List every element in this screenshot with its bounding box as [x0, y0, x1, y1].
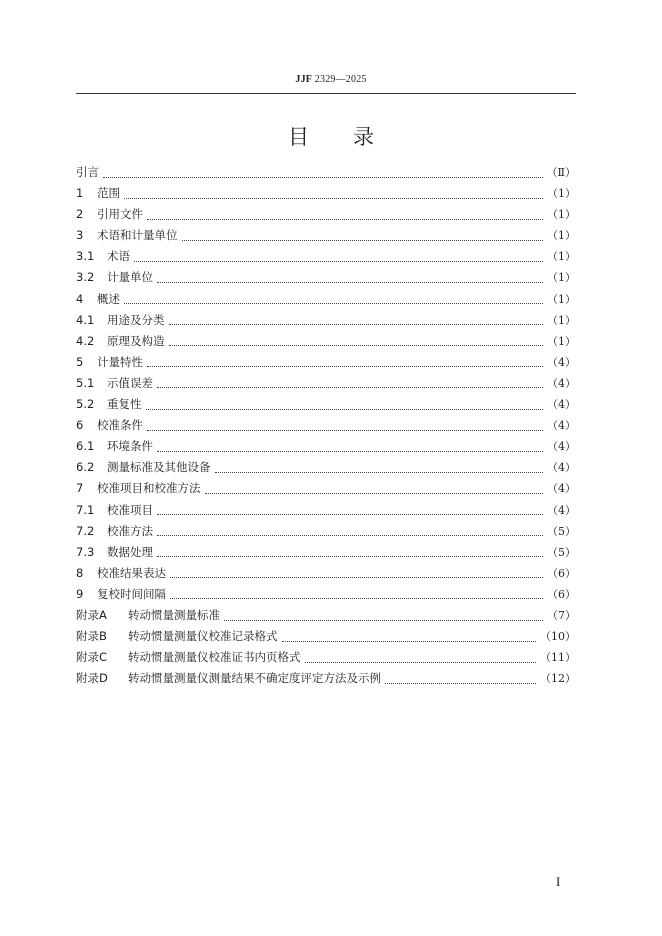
- toc-entry-page: （1）: [547, 292, 576, 306]
- toc-entry-page: （Ⅱ）: [546, 166, 576, 179]
- toc-entry[interactable]: [76, 502, 576, 523]
- toc-leader-dots: [157, 445, 543, 453]
- toc-entry-page: （4）: [547, 398, 576, 412]
- toc-entry-number: 附录C: [76, 650, 108, 665]
- toc-entry-number: 2: [76, 207, 84, 222]
- toc-leader-dots: [146, 403, 544, 411]
- toc-leader-dots: [147, 424, 543, 432]
- toc-entry-page: （1）: [547, 229, 576, 243]
- standard-prefix: JJF: [295, 74, 313, 85]
- toc-entry[interactable]: [76, 312, 576, 333]
- toc-entry-title: 引用文件: [97, 207, 143, 222]
- toc-entry-page: （1）: [547, 271, 576, 285]
- toc-leader-dots: [205, 487, 544, 495]
- toc-entry-title: 概述: [97, 291, 120, 306]
- toc-leader-dots: [157, 550, 543, 558]
- toc-entry-page: （4）: [547, 355, 576, 369]
- toc-entry-page: （4）: [547, 440, 576, 454]
- toc-entry-title: 示值误差: [107, 375, 153, 390]
- toc-entry[interactable]: [76, 269, 576, 290]
- toc-entry-title: 校准结果表达: [97, 565, 166, 580]
- toc-entry-number: 7.2: [76, 523, 95, 538]
- toc-entry[interactable]: [76, 607, 576, 628]
- toc-entry-page: （4）: [547, 503, 576, 517]
- toc-entry-title: 转动惯量测量仪校准证书内页格式: [128, 650, 301, 665]
- toc-leader-dots: [170, 571, 543, 579]
- toc-entry-page: （1）: [547, 313, 576, 327]
- toc-entry-page: （12）: [540, 672, 576, 686]
- toc-entry-page: （7）: [547, 608, 576, 622]
- toc-entry-title: 原理及构造: [107, 333, 165, 348]
- toc-entry[interactable]: [76, 164, 576, 185]
- toc-entry-title: 范围: [97, 186, 120, 201]
- toc-entry-number: 3.1: [76, 249, 95, 264]
- toc-entry-title: 校准条件: [97, 418, 143, 433]
- toc-leader-dots: [224, 614, 543, 622]
- toc-entry-title: 转动惯量测量标准: [128, 607, 220, 622]
- toc-entry-page: （10）: [540, 630, 576, 644]
- toc-leader-dots: [157, 381, 543, 389]
- toc-entry-number: 9: [76, 586, 84, 601]
- toc-entry[interactable]: [76, 248, 576, 269]
- toc-entry-title: 计量单位: [107, 270, 153, 285]
- toc-entry[interactable]: [76, 628, 576, 649]
- toc-entry[interactable]: [76, 227, 576, 248]
- toc-entry-title: 校准项目: [107, 502, 153, 517]
- toc-leader-dots: [305, 656, 537, 664]
- toc-entry-title: 用途及分类: [107, 312, 165, 327]
- toc-entry-page: （1）: [547, 250, 576, 264]
- toc-entry-number: 7.3: [76, 544, 95, 559]
- toc-leader-dots: [282, 635, 537, 643]
- header-rule: [76, 93, 576, 94]
- toc-entry-page: （4）: [547, 419, 576, 433]
- toc-entry-title: 重复性: [107, 397, 142, 412]
- toc-leader-dots: [182, 234, 544, 242]
- toc-entry-page: （4）: [547, 482, 576, 496]
- toc-entry-number: 6: [76, 418, 84, 433]
- toc-entry[interactable]: [76, 565, 576, 586]
- toc-entry-number: 附录D: [76, 671, 108, 686]
- toc-entry[interactable]: [76, 396, 576, 417]
- toc-entry[interactable]: [76, 586, 576, 607]
- toc-entry[interactable]: [76, 375, 576, 396]
- toc-leader-dots: [157, 508, 543, 516]
- toc-leader-dots: [215, 466, 544, 474]
- page-title: 目录: [288, 125, 418, 149]
- toc-entry-title: 校准方法: [107, 523, 153, 538]
- toc-entry-page: （4）: [547, 461, 576, 475]
- toc-entry-title: 数据处理: [107, 544, 153, 559]
- toc-entry-number: 附录B: [76, 629, 107, 644]
- toc-entry-number: 4: [76, 291, 84, 306]
- toc-entry[interactable]: [76, 649, 576, 670]
- toc-entry-page: （6）: [547, 566, 576, 580]
- toc-entry-page: （11）: [540, 651, 576, 665]
- toc-entry-title: 转动惯量测量仪校准记录格式: [128, 629, 278, 644]
- toc-entry-page: （1）: [547, 187, 576, 201]
- toc-leader-dots: [103, 171, 543, 179]
- toc-entry-number: 7.1: [76, 502, 95, 517]
- toc-entry-title: 环境条件: [107, 439, 153, 454]
- toc-entry-title: 计量特性: [97, 354, 143, 369]
- toc-entry-page: （1）: [547, 334, 576, 348]
- page-number: I: [556, 874, 561, 889]
- toc-leader-dots: [170, 592, 543, 600]
- toc-entry-number: 6.1: [76, 439, 95, 454]
- toc-entry-page: （5）: [547, 524, 576, 538]
- toc-entry-number: 附录A: [76, 607, 107, 622]
- toc-entry[interactable]: [76, 670, 576, 691]
- toc-leader-dots: [157, 276, 543, 284]
- table-of-contents: [76, 164, 576, 691]
- toc-leader-dots: [157, 529, 543, 537]
- toc-leader-dots: [169, 318, 544, 326]
- toc-entry[interactable]: [76, 333, 576, 354]
- toc-entry-number: 5: [76, 354, 84, 369]
- toc-entry-number: 5.2: [76, 397, 95, 412]
- standard-number: 2329—2025: [312, 74, 367, 85]
- toc-entry-title: 术语: [107, 249, 130, 264]
- toc-entry-page: （4）: [547, 376, 576, 390]
- toc-entry[interactable]: [76, 417, 576, 438]
- toc-entry-number: 3: [76, 228, 84, 243]
- toc-leader-dots: [385, 677, 536, 685]
- toc-entry[interactable]: [76, 185, 576, 206]
- toc-entry[interactable]: [76, 354, 576, 375]
- toc-entry[interactable]: [76, 523, 576, 544]
- toc-entry-title: 引言: [76, 165, 99, 179]
- toc-entry-title: 校准项目和校准方法: [97, 481, 201, 496]
- toc-entry-title: 测量标准及其他设备: [107, 460, 211, 475]
- toc-entry[interactable]: [76, 544, 576, 565]
- toc-entry[interactable]: [76, 438, 576, 459]
- toc-entry[interactable]: [76, 459, 576, 480]
- toc-leader-dots: [147, 360, 543, 368]
- toc-entry-number: 4.1: [76, 312, 95, 327]
- toc-entry-number: 7: [76, 481, 84, 496]
- toc-entry[interactable]: [76, 291, 576, 312]
- toc-entry-title: 术语和计量单位: [97, 228, 178, 243]
- toc-entry-number: 5.1: [76, 375, 95, 390]
- toc-entry-number: 4.2: [76, 333, 95, 348]
- toc-entry-number: 1: [76, 186, 84, 201]
- toc-entry-title: 复校时间间隔: [97, 586, 166, 601]
- toc-leader-dots: [147, 213, 543, 221]
- toc-entry-number: 3.2: [76, 270, 95, 285]
- toc-entry-page: （1）: [547, 208, 576, 222]
- toc-leader-dots: [124, 192, 543, 200]
- toc-entry-title: 转动惯量测量仪测量结果不确定度评定方法及示例: [128, 671, 381, 686]
- toc-entry[interactable]: [76, 480, 576, 501]
- toc-entry-page: （5）: [547, 545, 576, 559]
- toc-leader-dots: [169, 339, 544, 347]
- toc-entry-page: （6）: [547, 587, 576, 601]
- document-code-header: [0, 74, 662, 85]
- toc-leader-dots: [124, 297, 543, 305]
- toc-leader-dots: [134, 255, 543, 263]
- toc-entry-number: 6.2: [76, 460, 95, 475]
- toc-entry[interactable]: [76, 206, 576, 227]
- toc-entry-number: 8: [76, 565, 84, 580]
